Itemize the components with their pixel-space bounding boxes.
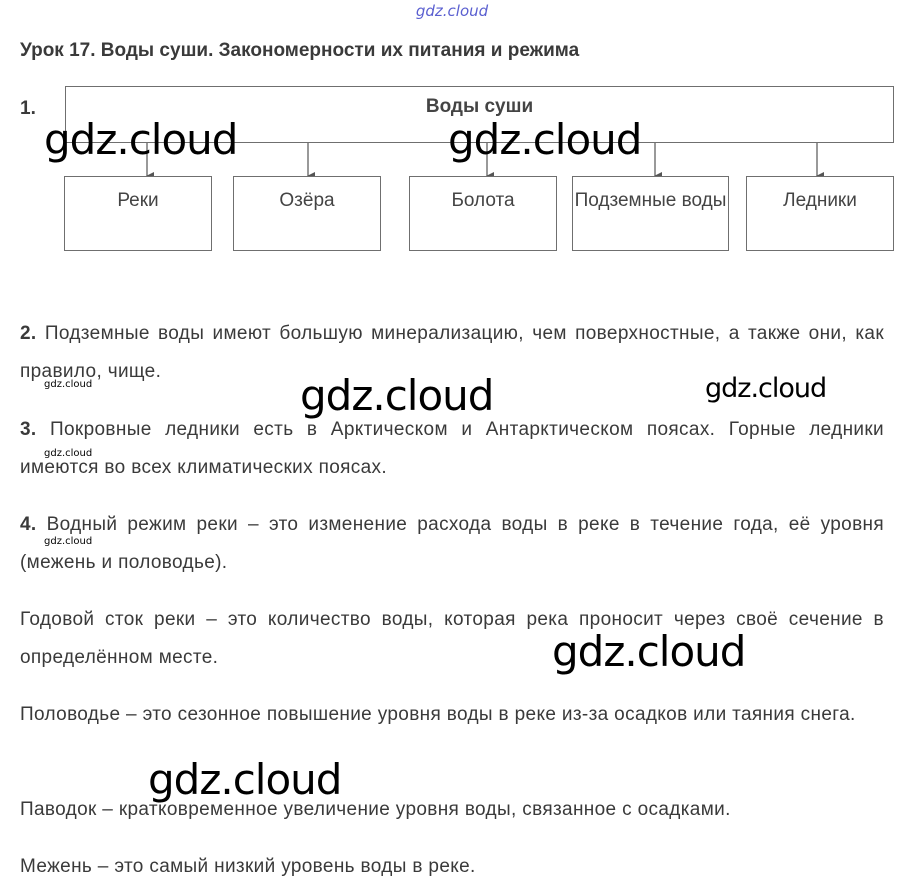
definition-flood-season: Половодье – это сезонное повышение уровня воды в реке из-за осадков или таяния снега.	[20, 704, 856, 725]
diagram-box-swamps: Болота	[409, 176, 557, 251]
page-title: Урок 17. Воды суши. Закономерности их питания и режима	[20, 40, 580, 61]
definition-freshet: Паводок – кратковременное увеличение уровня воды, связанное с осадками.	[20, 799, 731, 820]
watermark: gdz.cloud	[44, 115, 238, 164]
answer-2: 2. Подземные воды имеют большую минерализацию, чем поверхностные, а также они, как правило, чище.	[20, 323, 884, 382]
question-1-number: 1.	[20, 98, 36, 119]
diagram-box-rivers: Реки	[64, 176, 212, 251]
watermark: gdz.cloud	[448, 115, 642, 164]
header-watermark: gdz.cloud	[415, 2, 489, 20]
definition-annual-runoff: Годовой сток реки – это количество воды, которая река проносит через своё сечение в определённом месте.	[20, 609, 884, 668]
diagram-box-glaciers: Ледники	[746, 176, 894, 251]
answer-3: 3. Покровные ледники есть в Арктическом и Антарктическом поясах. Горные ледники имеются во всех климатических поясах.	[20, 419, 884, 478]
watermark: gdz.cloud	[44, 448, 93, 459]
diagram-box-lakes: Озёра	[233, 176, 381, 251]
watermark: gdz.cloud	[148, 755, 342, 804]
definition-low-water: Межень – это самый низкий уровень воды в реке.	[20, 856, 476, 877]
answer-4: 4. Водный режим реки – это изменение расхода воды в реке в течение года, её уровня (межень и половодье).	[20, 514, 884, 573]
watermark: gdz.cloud	[705, 373, 827, 404]
watermark: gdz.cloud	[44, 379, 93, 390]
watermark: gdz.cloud	[300, 371, 494, 420]
diagram-root-label: Воды суши	[425, 96, 534, 117]
diagram-box-groundwater: Подземные воды	[572, 176, 729, 251]
watermark: gdz.cloud	[44, 536, 93, 547]
watermark: gdz.cloud	[552, 627, 746, 676]
